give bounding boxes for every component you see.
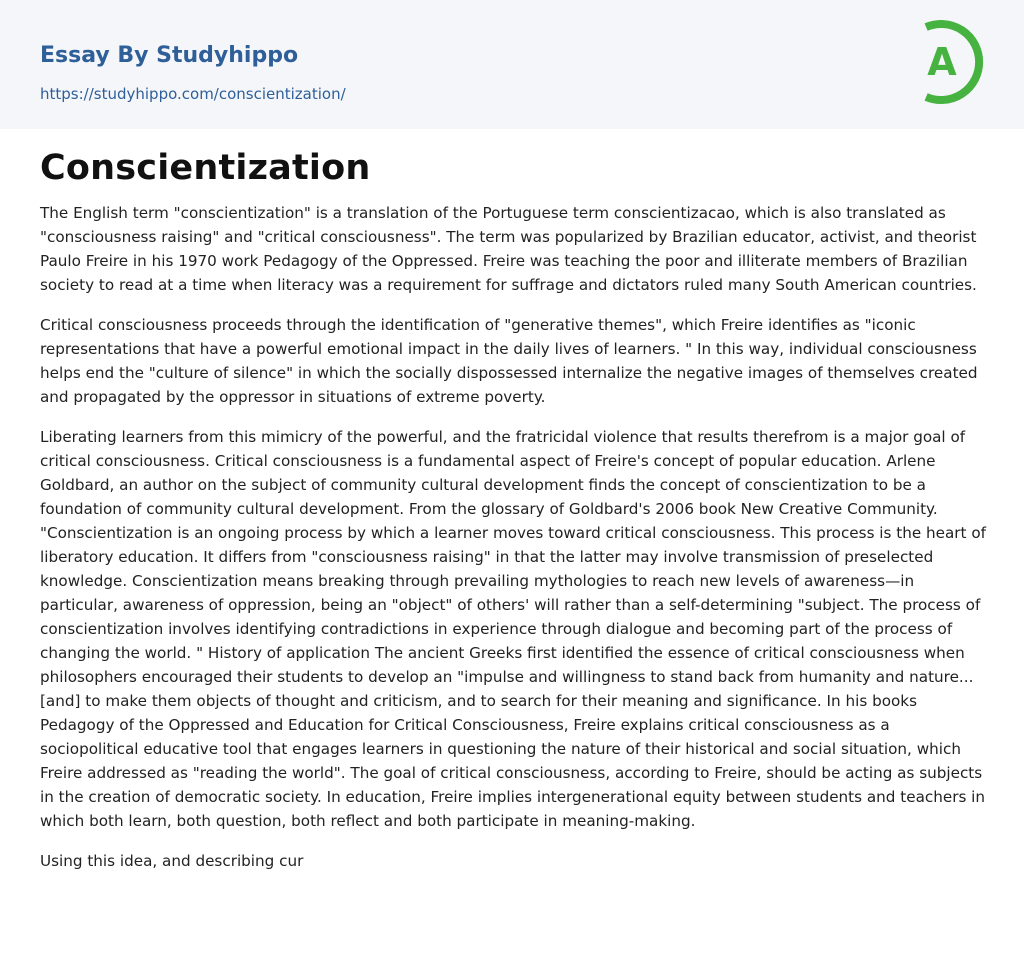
article-paragraph-truncated: Using this idea, and describing cur	[40, 852, 304, 870]
article-paragraph: Critical consciousness proceeds through the identification of "generative themes", which Freire identifies as "iconic representations that have a powerful emotional impact in the daily lives of learners. " In this way, individual consciousness helps end the "culture of silence" in which the socially dispossessed internalize the negative images of themselves created and propagated by the oppressor in situations of extreme poverty.	[40, 316, 978, 406]
page-header	[0, 0, 1024, 129]
studyhippo-logo[interactable]	[896, 16, 988, 108]
article-paragraph: The English term "conscientization" is a translation of the Portuguese term conscientizacao, which is also translated as "consciousness raising" and "critical consciousness". The term was popularized by Brazilian educator, activist, and theorist Paulo Freire in his 1970 work Pedagogy of the Oppressed. Freire was teaching the poor and illiterate members of Brazilian society to read at a time when literacy was a requirement for suffrage and dictators ruled many South American countries.	[40, 204, 977, 294]
article-paragraph: Liberating learners from this mimicry of the powerful, and the fratricidal violence that results therefrom is a major goal of critical consciousness. Critical consciousness is a fundamental aspect of Freire's concept of popular education. Arlene Goldbard, an author on the subject of community cultural development finds the concept of conscientization to be a foundation of community cultural development. From the glossary of Goldbard's 2006 book New Creative Community. "Conscientization is an ongoing process by which a learner moves toward critical consciousness. This process is the heart of liberatory education. It differs from "consciousness raising" in that the latter may involve transmission of preselected knowledge. Conscientization means breaking through prevailing mythologies to reach new levels of awareness—in particular, awareness of oppression, being an "object" of others' will rather than a self-determining "subject. The process of conscientization involves identifying contradictions in experience through dialogue and becoming part of the process of changing the world. " History of application The ancient Greeks first identified the essence of critical consciousness when philosophers encouraged their students to develop an "impulse and willingness to stand back from humanity and nature... [and] to make them objects of thought and criticism, and to search for their meaning and significance. In his books Pedagogy of the Oppressed and Education for Critical Consciousness, Freire explains critical consciousness as a sociopolitical educative tool that engages learners in questioning the nature of their historical and social situation, which Freire addressed as "reading the world". The goal of critical consciousness, according to Freire, should be acting as subjects in the creation of democratic society. In education, Freire implies intergenerational equity between students and teachers in which both learn, both question, both reflect and both participate in meaning-making.	[40, 428, 986, 830]
brand-title: Essay By Studyhippo	[40, 43, 299, 68]
logo-letter: A	[927, 40, 957, 84]
source-url-link[interactable]: https://studyhippo.com/conscientization/	[40, 85, 346, 103]
article-content	[40, 143, 986, 889]
page-title: Conscientization	[40, 148, 371, 188]
